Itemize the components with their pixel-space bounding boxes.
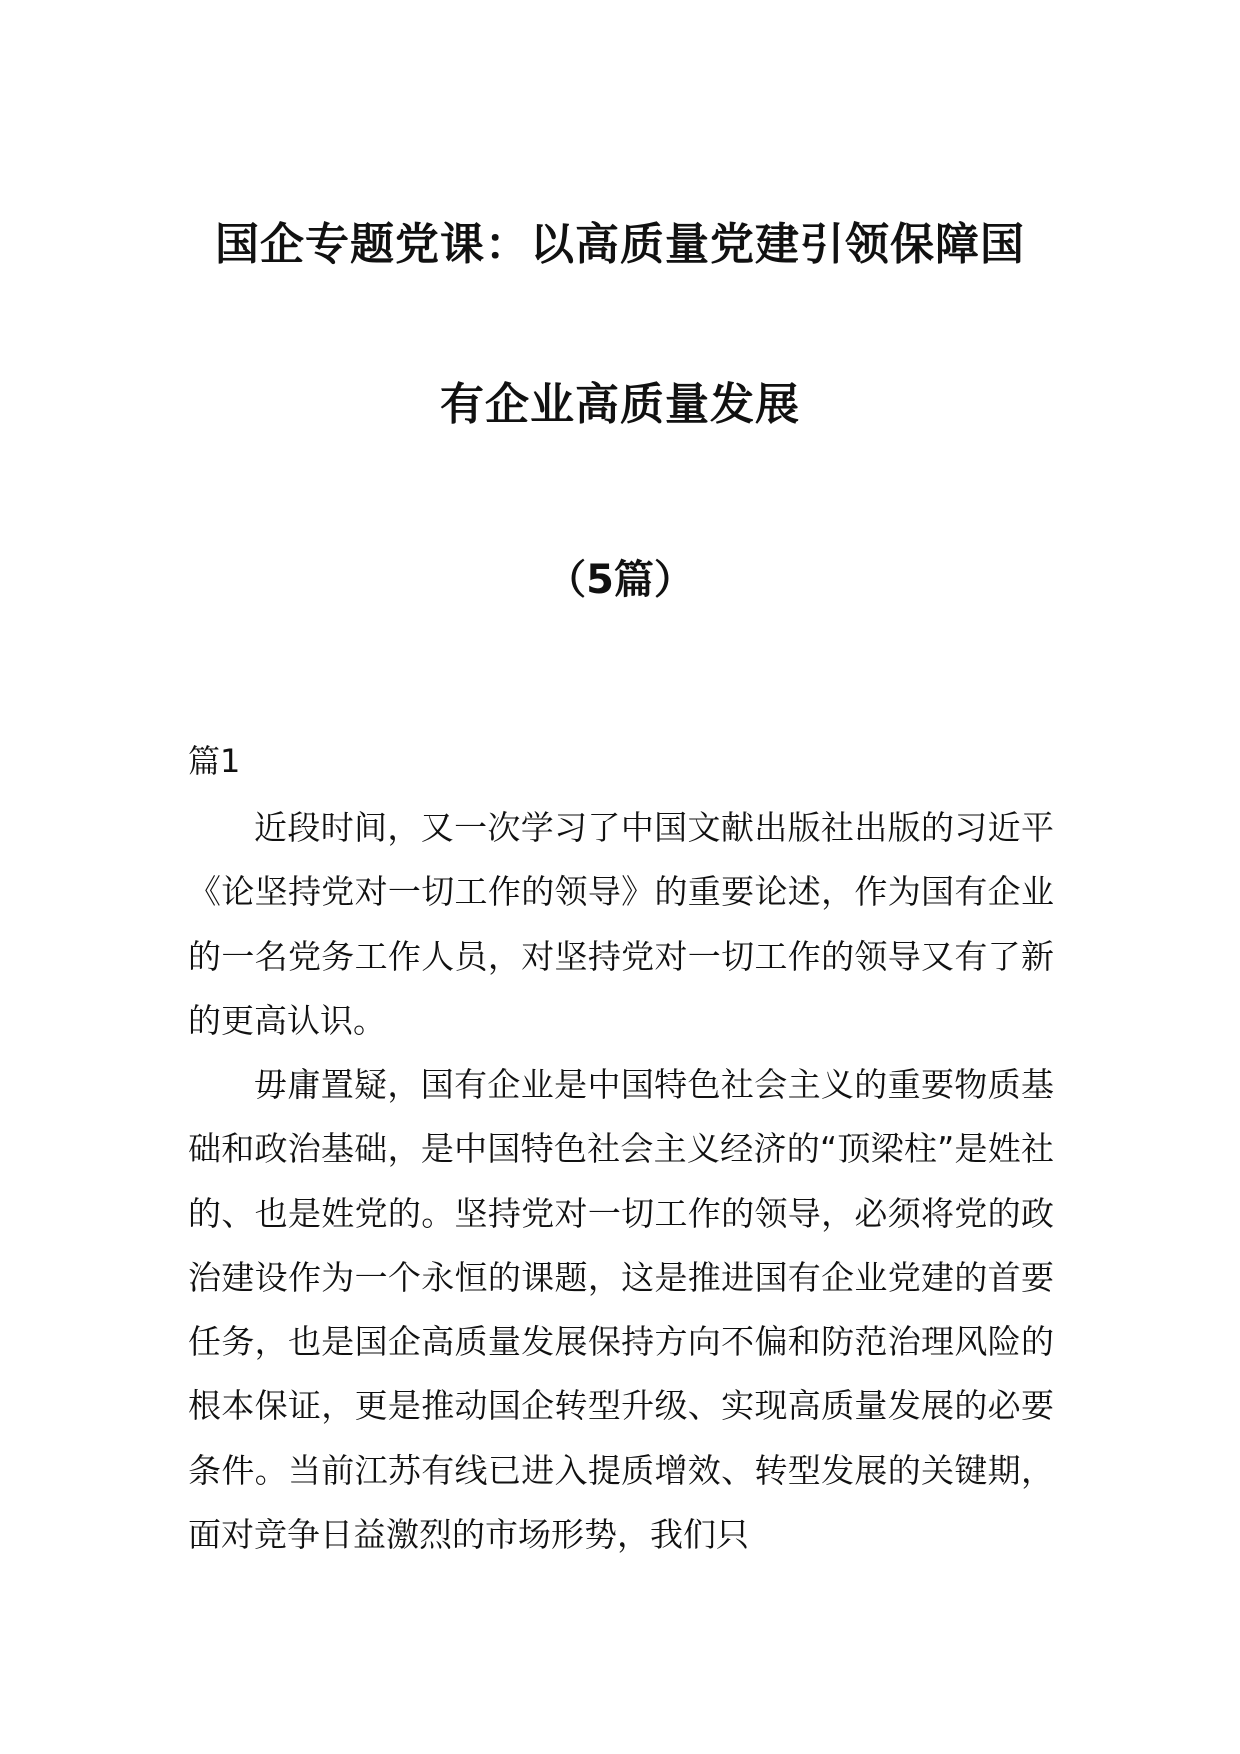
document-title-line-2: 有企业高质量发展 [440,379,800,430]
body-paragraph-1: 近段时间，又一次学习了中国文献出版社出版的习近平《论坚持党对一切工作的领导》的重要论述，作为国有企业的一名党务工作人员，对坚持党对一切工作的领导又有了新的更高认识。 [188,808,1054,1040]
section-label: 篇1 [188,742,241,780]
document-title-line-1: 国企专题党课：以高质量党建引领保障国 [215,219,1025,270]
document-subtitle: （5篇） [546,557,694,603]
body-paragraph-2: 毋庸置疑，国有企业是中国特色社会主义的重要物质基础和政治基础，是中国特色社会主义经济的“顶梁柱”是姓社的、也是姓党的。坚持党对一切工作的领导，必须将党的政治建设作为一个永恒的课题，这是推进国有企业党建的首要任务，也是国企高质量发展保持方向不偏和防范治理风险的根本保证，更是推动国企转型升级、实现高质量发展的必要条件。当前江苏有线已进入提质增效、转型发展的关键期，面对竞争日益激烈的市场形势，我们只 [188,1065,1054,1555]
